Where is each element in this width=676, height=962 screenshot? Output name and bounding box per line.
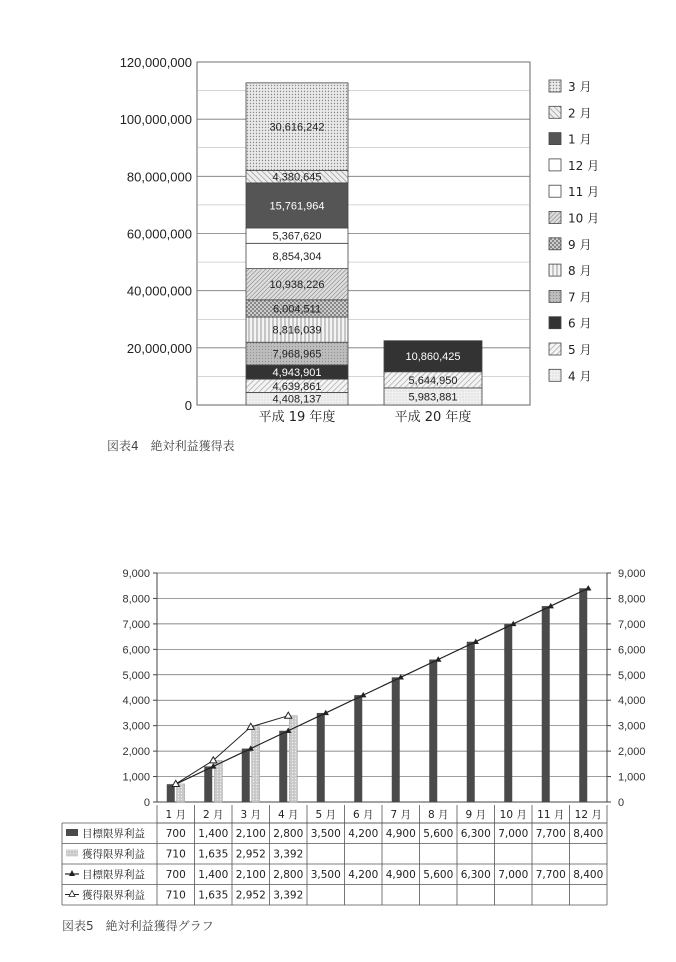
table-cell: 6,300: [460, 869, 491, 881]
legend-key-marker: [69, 870, 75, 876]
table-cell: 1,635: [198, 889, 229, 902]
legend-label: 11 月: [568, 185, 600, 200]
y-tick-label: 7,000: [122, 618, 150, 631]
target-bar: [354, 695, 362, 802]
table-cell: 2,952: [235, 848, 266, 861]
data-label: 5,983,881: [408, 391, 458, 404]
table-header-cell: 7 月: [390, 809, 412, 821]
target-point: [323, 710, 329, 715]
legend-label: 8 月: [568, 264, 592, 279]
target-point: [285, 728, 291, 733]
legend-label: 6 月: [568, 316, 592, 331]
y-tick-label: 4,000: [122, 695, 150, 708]
table-cell: 4,200: [348, 869, 379, 881]
table-cell: 4,900: [385, 828, 416, 840]
legend-label: 5 月: [568, 343, 592, 357]
table-row-label: 獲得限界利益: [82, 848, 145, 861]
legend-label: 4 月: [568, 369, 592, 384]
y-tick-label: 0: [184, 398, 192, 413]
legend-swatch: [549, 212, 561, 224]
target-bar: [204, 766, 212, 802]
y-tick-label: 6,000: [122, 644, 150, 657]
table-cell: 5,600: [423, 869, 454, 881]
x-category-label: 平成 20 年度: [394, 410, 472, 425]
legend-swatch: [549, 185, 561, 197]
target-point: [585, 585, 591, 590]
table-cell: 1,635: [198, 848, 229, 861]
target-bar: [317, 713, 325, 802]
table-cell: 710: [165, 889, 186, 902]
y2-tick-label: 0: [618, 797, 625, 809]
legend-swatch: [549, 106, 561, 118]
data-label: 7,968,965: [272, 348, 322, 361]
data-label: 10,938,226: [269, 279, 325, 292]
target-bar: [504, 624, 512, 802]
table-header-cell: 2 月: [202, 809, 224, 821]
data-label: 10,860,425: [405, 351, 461, 364]
table-header-cell: 8 月: [427, 809, 449, 821]
target-point: [210, 763, 216, 768]
data-label: 4,408,137: [272, 393, 322, 406]
table-cell: 7,700: [535, 828, 566, 840]
table-cell: 8,400: [573, 828, 604, 840]
table-cell: 3,392: [273, 889, 304, 902]
data-label: 8,854,304: [272, 250, 322, 263]
legend-swatch: [549, 80, 561, 92]
y-tick-label: 60,000,000: [126, 226, 192, 242]
legend-key: [66, 829, 78, 836]
table-cell: 700: [165, 869, 186, 881]
table-row-label: 目標限界利益: [82, 828, 145, 840]
y2-tick-label: 1,000: [618, 771, 646, 784]
table-cell: 2,800: [273, 869, 304, 881]
target-point: [360, 692, 366, 697]
table-cell: 2,952: [235, 889, 266, 902]
y-tick-label: 40,000,000: [126, 283, 192, 299]
data-label: 4,943,901: [272, 367, 322, 380]
y2-tick-label: 6,000: [618, 644, 646, 657]
y-tick-label: 0: [143, 797, 150, 809]
table-header-cell: 9 月: [465, 809, 487, 821]
table-header-cell: 1 月: [165, 809, 187, 821]
target-point: [173, 781, 179, 786]
legend-key: [66, 850, 78, 857]
legend-label: 2 月: [568, 106, 592, 121]
legend-label: 9 月: [568, 237, 592, 252]
table-cell: 5,600: [423, 828, 454, 840]
legend-label: 1 月: [568, 132, 592, 147]
table-cell: 7,000: [498, 869, 529, 881]
stacked-bar-chart: [0, 0, 676, 480]
legend-swatch: [549, 264, 561, 276]
data-label: 4,639,861: [272, 380, 322, 393]
data-label: 15,761,964: [269, 200, 325, 213]
y-tick-label: 20,000,000: [126, 340, 192, 356]
table-header-cell: 11 月: [537, 809, 565, 821]
legend-swatch: [549, 290, 561, 302]
actual-bar: [252, 727, 260, 802]
data-label: 30,616,242: [269, 121, 325, 134]
target-point: [398, 674, 404, 679]
table-header-cell: 5 月: [315, 809, 337, 821]
table-cell: 2,100: [235, 828, 266, 840]
table-cell: 2,800: [273, 828, 304, 840]
actual-bar: [289, 716, 297, 802]
y-tick-label: 1,000: [122, 771, 150, 784]
legend-label: 12 月: [568, 158, 600, 173]
target-line: [176, 588, 589, 784]
table-row-label: 目標限界利益: [82, 869, 145, 881]
target-point: [473, 639, 479, 644]
legend-swatch: [549, 133, 561, 145]
data-label: 6,004,511: [272, 303, 322, 316]
y-tick-label: 5,000: [122, 669, 150, 682]
table-cell: 700: [165, 828, 186, 840]
table-cell: 6,300: [460, 828, 491, 840]
target-bar: [392, 677, 400, 802]
legend-swatch: [549, 369, 561, 381]
legend-swatch: [549, 238, 561, 250]
y2-tick-label: 8,000: [618, 593, 646, 606]
target-bar: [242, 749, 250, 802]
table-cell: 2,100: [235, 869, 266, 881]
target-bar: [279, 731, 287, 802]
table-header-cell: 10 月: [499, 809, 527, 821]
actual-bar: [177, 784, 185, 802]
table-header-cell: 3 月: [240, 809, 262, 821]
actual-point: [285, 712, 292, 718]
legend-swatch: [549, 317, 561, 329]
y2-tick-label: 3,000: [618, 720, 646, 733]
table-header-cell: 6 月: [352, 809, 374, 821]
table-cell: 3,500: [310, 828, 341, 840]
table-cell: 710: [165, 848, 186, 861]
table-row-label: 獲得限界利益: [82, 889, 145, 902]
target-point: [548, 603, 554, 608]
legend-swatch: [549, 343, 561, 355]
target-bar: [167, 784, 175, 802]
y-tick-label: 80,000,000: [126, 169, 192, 185]
target-bar: [579, 588, 587, 802]
actual-point: [210, 757, 217, 763]
legend-swatch: [549, 159, 561, 171]
y2-tick-label: 4,000: [618, 695, 646, 708]
x-category-label: 平成 19 年度: [258, 410, 336, 425]
target-point: [510, 621, 516, 626]
y2-tick-label: 7,000: [618, 618, 646, 631]
actual-point: [247, 723, 254, 729]
data-label: 8,816,039: [272, 324, 322, 337]
chart2-caption: 図表5 絶対利益獲得グラフ: [62, 919, 214, 933]
data-label: 4,380,645: [272, 171, 322, 184]
legend-label: 7 月: [568, 290, 592, 305]
table-cell: 7,000: [498, 828, 529, 840]
legend-label: 10 月: [568, 211, 600, 226]
target-point: [435, 656, 441, 661]
table-cell: 3,500: [310, 869, 341, 881]
table-header-cell: 12 月: [574, 809, 602, 821]
target-bar: [542, 606, 550, 802]
y-tick-label: 9,000: [122, 568, 150, 580]
legend-label: 3 月: [568, 80, 592, 94]
actual-point: [172, 780, 179, 786]
actual-line: [176, 716, 289, 784]
target-point: [248, 745, 254, 750]
y-tick-label: 120,000,000: [119, 55, 192, 70]
table-cell: 4,200: [348, 828, 379, 840]
table-cell: 1,400: [198, 869, 229, 881]
y2-tick-label: 9,000: [618, 568, 646, 580]
y-tick-label: 100,000,000: [119, 112, 192, 128]
table-cell: 1,400: [198, 828, 229, 840]
actual-bar: [214, 760, 222, 802]
table-cell: 4,900: [385, 869, 416, 881]
y-tick-label: 3,000: [122, 720, 150, 733]
target-bar: [429, 660, 437, 802]
table-cell: 3,392: [273, 848, 304, 861]
target-bar: [467, 642, 475, 802]
data-label: 5,367,620: [272, 230, 322, 243]
chart1-caption: 図表4 絶対利益獲得表: [107, 439, 235, 453]
table-header-cell: 4 月: [277, 809, 299, 821]
y-tick-label: 8,000: [122, 593, 150, 606]
data-label: 5,644,950: [408, 374, 458, 387]
table-cell: 7,700: [535, 869, 566, 881]
table-cell: 8,400: [573, 869, 604, 881]
legend-key-marker: [69, 891, 75, 897]
y-tick-label: 2,000: [122, 746, 150, 759]
y2-tick-label: 2,000: [618, 746, 646, 759]
y2-tick-label: 5,000: [618, 669, 646, 682]
